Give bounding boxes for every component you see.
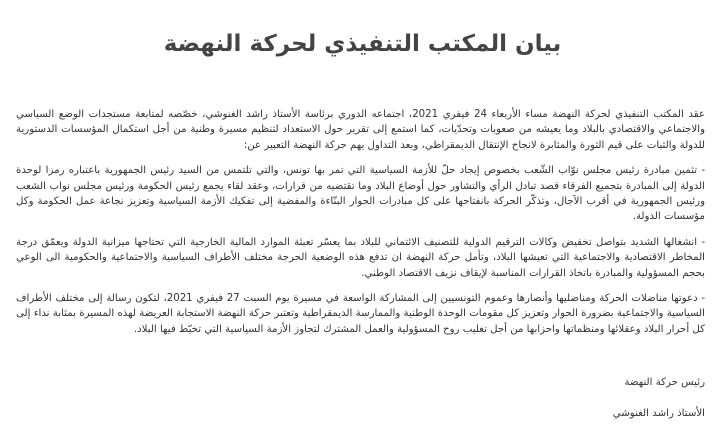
point-paragraph-2: - انشغالها الشديد بتواصل تخفيض وكالات الترقيم الدولية للتصنيف الائتماني للبلاد بما يعسّر تعبئة الموارد المالية الخارجية التي تحتاجها ميزانية الدولة ويعمّق درجة المخاطر الاقتصادية والاجتماعية التي تعيشها البلاد، وتأمل حركة النهضة ان تدفع هذه الوضعية الحرجة مختلف الأطراف السياسية والاجتماعية والحكومية الى الوعي بحجم المسؤولية والمبادرة باتخاذ القرارات المناسبة لإيقاف نزيف الاقتصاد الوطني. xyxy=(16,236,705,279)
point-paragraph-3: - دعوتها مناضلات الحركة ومناضليها وأنصارها وعموم التونسيين إلى المشاركة الواسعة في مسيرة يوم السبت 27 فيفري 2021، لتكون رسالة إلى مختلف الأطراف السياسية والاجتماعية بضرورة الحوار وتعزيز كل مقومات الوحدة الوطنية والممارسة الديمقراطية وتعتبر حركة النهضة الاستجابة العريضة لهذه المسيرة بمثابة نداء إلى كل أحرار البلاد وعقلائها ومنظماتها واحزابها من أجل تغليب روح المسؤولية والعمل المشترك لتجاوز الأزمة السياسية التي تخيّط فيها البلاد. xyxy=(16,293,705,335)
point-paragraph-1: - تثمين مبادرة رئيس مجلس نوّاب الشّعب بخصوص إيجاد حلّ للأزمة السياسية التي تمر بها تونس، والتي تلتمس من السيد رئيس الجمهورية باعتباره رمزا لوحدة الدولة إلى المبادرة بتجميع الفرقاء قصد تبادل الرأي والتشاور حول أوضاع البلاد وما تقتضيه من قرارات، وعقد لقاء يجمع رئيس الحكومة ورئيس مجلس نواب الشعب ورئيس الجمهورية في أقرب الآجال، وتذكّر الحركة بانفتاحها على كل مبادرات الحوار البنّاءة والمفضية إلى تفكيك الأزمة السياسية وتعزيز نجاعة عمل الحكومة وكل مؤسسات الدولة. xyxy=(16,165,705,223)
page-title: بيان المكتب التنفيذي لحركة النهضة xyxy=(163,31,562,57)
signature-title: رئيس حركة النهضة xyxy=(624,377,705,388)
statement-body xyxy=(16,107,705,347)
signature-name: الأستاذ راشد الغنوشي xyxy=(612,408,705,419)
intro-paragraph: عقد المكتب التنفيذي لحركة النهضة مساء الأربعاء 24 فيفري 2021، اجتماعه الدوري برئاسة الأستاذ راشد الغنوشي، خصّصه لمتابعة مستجدات الوضع السياسي والاجتماعي والاقتصادي بالبلاد وما يعيشه من صعوبات وتحدّيات، كما استمع إلى تقرير حول الاستعداد لتنظيم مسيرة وطنية من أجل استكمال المؤسسات الدستورية للدولة والثبات على قيم الثورة والمثابرة لانجاح الإنتقال الديمقراطي، وبعد التداول يهم حركة النهضة التعبير عن: xyxy=(16,109,706,151)
